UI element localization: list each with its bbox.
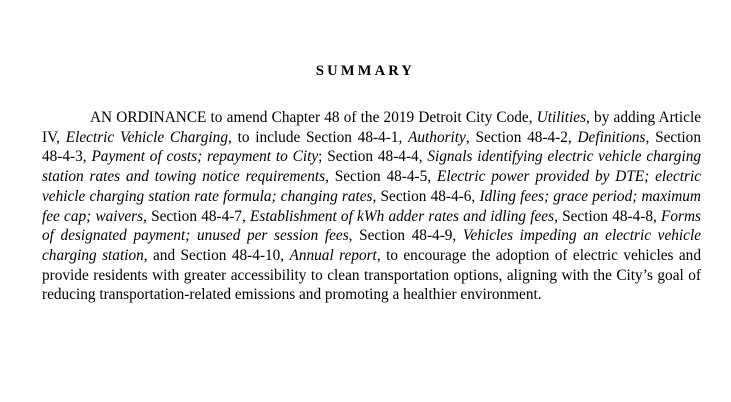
paragraph-text: , and Section 48-4-10, [143, 246, 290, 264]
italic-term: Establishment of kWh adder rates and idling fees [250, 207, 555, 225]
italic-term: Forms of designated payment; unused per session fees [42, 207, 701, 245]
summary-heading: SUMMARY [315, 63, 416, 79]
paragraph-text: AN ORDINANCE to amend Chapter 48 of the 2019 Detroit City Code, [90, 109, 537, 126]
italic-term: Payment of costs; repayment to City [91, 148, 319, 166]
paragraph-text: , to include Section 48-4-1, [227, 128, 409, 146]
italic-term: Annual report [289, 246, 377, 264]
italic-term: Electric power provided by DTE; electric vehicle charging station rate formula; changing rates [42, 168, 701, 205]
paragraph-text: ; Section 48-4-4, [318, 148, 428, 166]
paragraph-text: , Section 48-4-7, [143, 207, 251, 225]
italic-term: Utilities [536, 109, 587, 126]
paragraph-text: , by adding Article IV, [42, 109, 701, 146]
paragraph-text: , Section 48-4-5, [325, 168, 437, 186]
paragraph-text: , Section 48-4-9, [348, 227, 463, 245]
italic-term: Signals identifying electric vehicle charging station rates and towing notice requirements [42, 148, 701, 186]
paragraph-text: , to encourage the adoption of electric vehicles and provide residents with greater accessibility to clean transportation options, aligning with the City’s goal of reducing transportation-related emissions and promoting a healthier environment. [42, 246, 701, 304]
italic-term: Vehicles impeding an electric vehicle charging station [42, 227, 701, 264]
italic-term: Electric Vehicle Charging [65, 128, 228, 146]
italic-term: Idling fees; grace period; maximum fee cap; waivers [42, 187, 701, 225]
paragraph-text: , Section 48-4-3, [42, 128, 701, 166]
italic-term: Definitions [577, 128, 646, 146]
paragraph-text: , Section 48-4-8, [554, 207, 662, 225]
paragraph-text: , Section 48-4-6, [372, 187, 480, 205]
ordinance-summary-paragraph [42, 108, 701, 305]
italic-term: Authority [408, 128, 466, 146]
paragraph-text: , Section 48-4-2, [465, 128, 578, 146]
